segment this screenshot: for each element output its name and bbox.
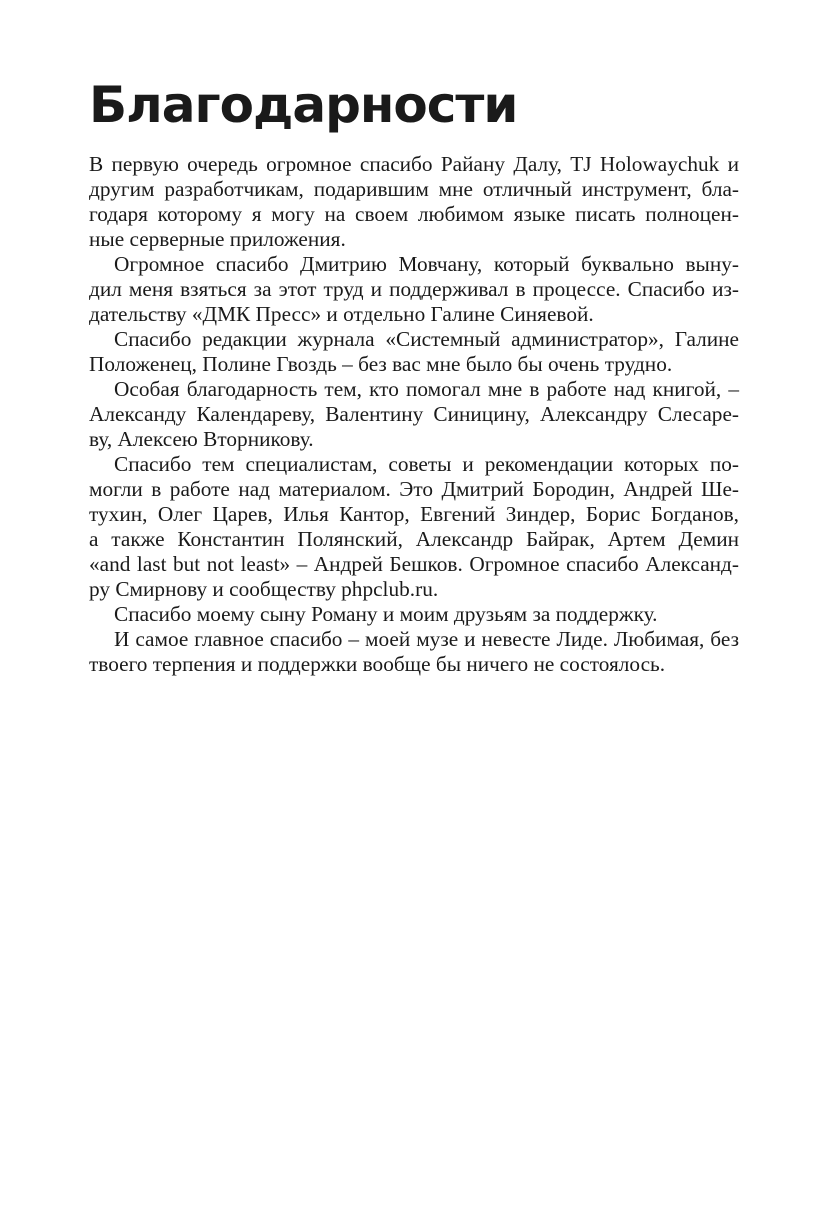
text-line: твоего терпения и поддержки вообще бы ничего не состоялось. [89, 652, 666, 676]
text-line: тухин, Олег Царев, Илья Кантор, Евгений Зиндер, Борис Богданов, [89, 502, 739, 526]
text-line: Александу Календареву, Валентину Синицину, Александру Слесаре- [89, 402, 739, 426]
text-line: ру Смирнову и сообществу phpclub.ru. [89, 577, 439, 601]
text-line: дил меня взяться за этот труд и поддерживал в процессе. Спасибо из- [89, 277, 739, 301]
text-line: Спасибо моему сыну Роману и моим друзьям за поддержку. [114, 602, 658, 626]
acknowledgements-text [89, 152, 739, 677]
text-line: Спасибо тем специалистам, советы и рекомендации которых по- [114, 452, 739, 476]
page-title: Благодарности [89, 76, 518, 134]
text-line: И самое главное спасибо – моей музе и невесте Лиде. Любимая, без [114, 627, 739, 651]
text-line: а также Константин Полянский, Александр Байрак, Артем Демин [89, 527, 739, 551]
text-line: годаря которому я могу на своем любимом языке писать полноцен- [89, 202, 739, 226]
text-line: «and last but not least» – Андрей Бешков. Огромное спасибо Александ- [89, 552, 739, 576]
text-line: Спасибо редакции журнала «Системный администратор», Галине [114, 327, 739, 351]
text-line: В первую очередь огромное спасибо Райану Далу, TJ Holowaychuk и [89, 152, 739, 176]
text-line: дательству «ДМК Пресс» и отдельно Галине Синяевой. [89, 302, 594, 326]
text-line: другим разработчикам, подарившим мне отличный инструмент, бла- [89, 177, 739, 201]
text-line: Особая благодарность тем, кто помогал мне в работе над книгой, – [114, 377, 739, 401]
text-line: ву, Алексею Вторникову. [89, 427, 314, 451]
text-line: Огромное спасибо Дмитрию Мовчану, который буквально выну- [114, 252, 739, 276]
text-line: Положенец, Полине Гвоздь – без вас мне было бы очень трудно. [89, 352, 673, 376]
text-line: могли в работе над материалом. Это Дмитрий Бородин, Андрей Ше- [89, 477, 739, 501]
text-line: ные серверные приложения. [89, 227, 346, 251]
